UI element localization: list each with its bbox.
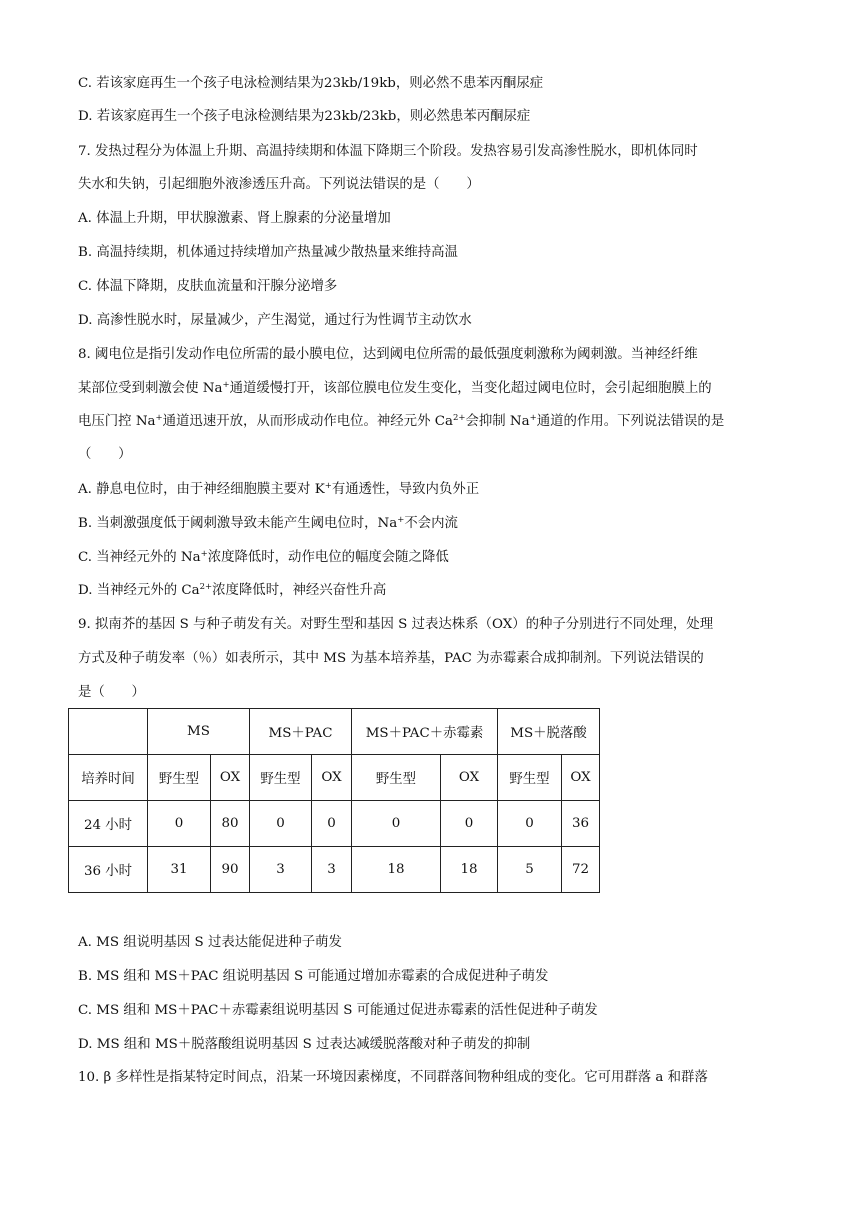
subheader-cell: OX <box>562 755 600 801</box>
time-cell: 36 小时 <box>69 847 148 893</box>
subheader-cell: 野生型 <box>148 755 211 801</box>
table-row <box>69 801 600 847</box>
value-cell: 5 <box>498 847 562 893</box>
value-cell: 72 <box>562 847 600 893</box>
group-header: MS＋PAC＋赤霉素 <box>352 709 498 755</box>
option-d-q7: D. 高渗性脱水时，尿量减少，产生渴觉，通过行为性调节主动饮水 <box>78 313 472 328</box>
question-9-line-2: 方式及种子萌发率（％）如表所示，其中 MS 为基本培养基，PAC 为赤霉素合成抑制剂。下列说法错误的 <box>78 651 704 666</box>
group-header: MS <box>148 709 250 755</box>
question-8-line-4: （ ） <box>78 447 132 462</box>
option-a-q7: A. 体温上升期，甲状腺激素、肾上腺素的分泌量增加 <box>78 211 391 226</box>
value-cell: 80 <box>211 801 250 847</box>
group-header: MS＋PAC <box>250 709 352 755</box>
group-header: MS＋脱落酸 <box>498 709 600 755</box>
value-cell: 31 <box>148 847 211 893</box>
question-10-line-1: 10. β 多样性是指某特定时间点，沿某一环境因素梯度，不同群落间物种组成的变化。它可用群落 a 和群落 <box>78 1070 708 1085</box>
question-8-line-1: 8. 阈电位是指引发动作电位所需的最小膜电位，达到阈电位所需的最低强度刺激称为阈刺激。当神经纤维 <box>78 347 698 362</box>
question-7-line-2: 失水和失钠，引起细胞外液渗透压升高。下列说法错误的是（ ） <box>78 177 480 192</box>
subheader-cell: 野生型 <box>352 755 441 801</box>
option-d-q8: D. 当神经元外的 $Ca^{2+}$浓度降低时，神经兴奋性升高 <box>78 582 387 598</box>
value-cell: 0 <box>148 801 211 847</box>
value-cell: 18 <box>441 847 498 893</box>
table-corner-cell <box>69 709 148 755</box>
option-d-q9: D. MS 组和 MS＋脱落酸组说明基因 S 过表达减缓脱落酸对种子萌发的抑制 <box>78 1037 531 1052</box>
value-cell: 3 <box>312 847 352 893</box>
value-cell: 0 <box>250 801 312 847</box>
value-cell: 0 <box>498 801 562 847</box>
option-a-q9: A. MS 组说明基因 S 过表达能促进种子萌发 <box>78 935 342 950</box>
table-row <box>69 847 600 893</box>
value-cell: 0 <box>441 801 498 847</box>
value-cell: 3 <box>250 847 312 893</box>
subheader-cell: 野生型 <box>250 755 312 801</box>
value-cell: 18 <box>352 847 441 893</box>
question-8-line-3: 电压门控 Na+通道迅速开放，从而形成动作电位。神经元外 $Ca^{2+}$会抑制 Na+通道的作用。下列说法错误的是 <box>78 413 725 429</box>
option-b-q9: B. MS 组和 MS＋PAC 组说明基因 S 可能通过增加赤霉素的合成促进种子萌发 <box>78 969 549 984</box>
row-header-label: 培养时间 <box>69 755 148 801</box>
subheader-cell: OX <box>441 755 498 801</box>
option-b-q8: B. 当刺激强度低于阈刺激导致未能产生阈电位时，Na+不会内流 <box>78 515 458 531</box>
question-8-line-2: 某部位受到刺激会使 Na+通道缓慢打开，该部位膜电位发生变化，当变化超过阈电位时，会引起细胞膜上的 <box>78 380 712 396</box>
subheader-cell: 野生型 <box>498 755 562 801</box>
value-cell: 90 <box>211 847 250 893</box>
value-cell: 36 <box>562 801 600 847</box>
option-c-q8: C. 当神经元外的 Na+浓度降低时，动作电位的幅度会随之降低 <box>78 549 449 565</box>
option-d-q6: D. 若该家庭再生一个孩子电泳检测结果为23kb/23kb，则必然患苯丙酮尿症 <box>78 109 531 124</box>
option-c-q7: C. 体温下降期，皮肤血流量和汗腺分泌增多 <box>78 279 338 294</box>
question-7-line-1: 7. 发热过程分为体温上升期、高温持续期和体温下降期三个阶段。发热容易引发高渗性脱水，即机体同时 <box>78 144 698 159</box>
subheader-cell: OX <box>312 755 352 801</box>
value-cell: 0 <box>312 801 352 847</box>
question-9-line-3: 是（ ） <box>78 685 145 700</box>
question-9-line-1: 9. 拟南芥的基因 S 与种子萌发有关。对野生型和基因 S 过表达株系（OX）的种子分别进行不同处理，处理 <box>78 617 714 632</box>
option-b-q7: B. 高温持续期，机体通过持续增加产热量减少散热量来维持高温 <box>78 245 458 260</box>
option-c-q9: C. MS 组和 MS＋PAC＋赤霉素组说明基因 S 可能通过促进赤霉素的活性促进种子萌发 <box>78 1003 598 1018</box>
option-a-q8: A. 静息电位时，由于神经细胞膜主要对 K+有通透性，导致内负外正 <box>78 481 480 497</box>
germination-table <box>68 708 600 893</box>
option-c-q6: C. 若该家庭再生一个孩子电泳检测结果为23kb/19kb，则必然不患苯丙酮尿症 <box>78 76 544 91</box>
subheader-cell: OX <box>211 755 250 801</box>
time-cell: 24 小时 <box>69 801 148 847</box>
value-cell: 0 <box>352 801 441 847</box>
